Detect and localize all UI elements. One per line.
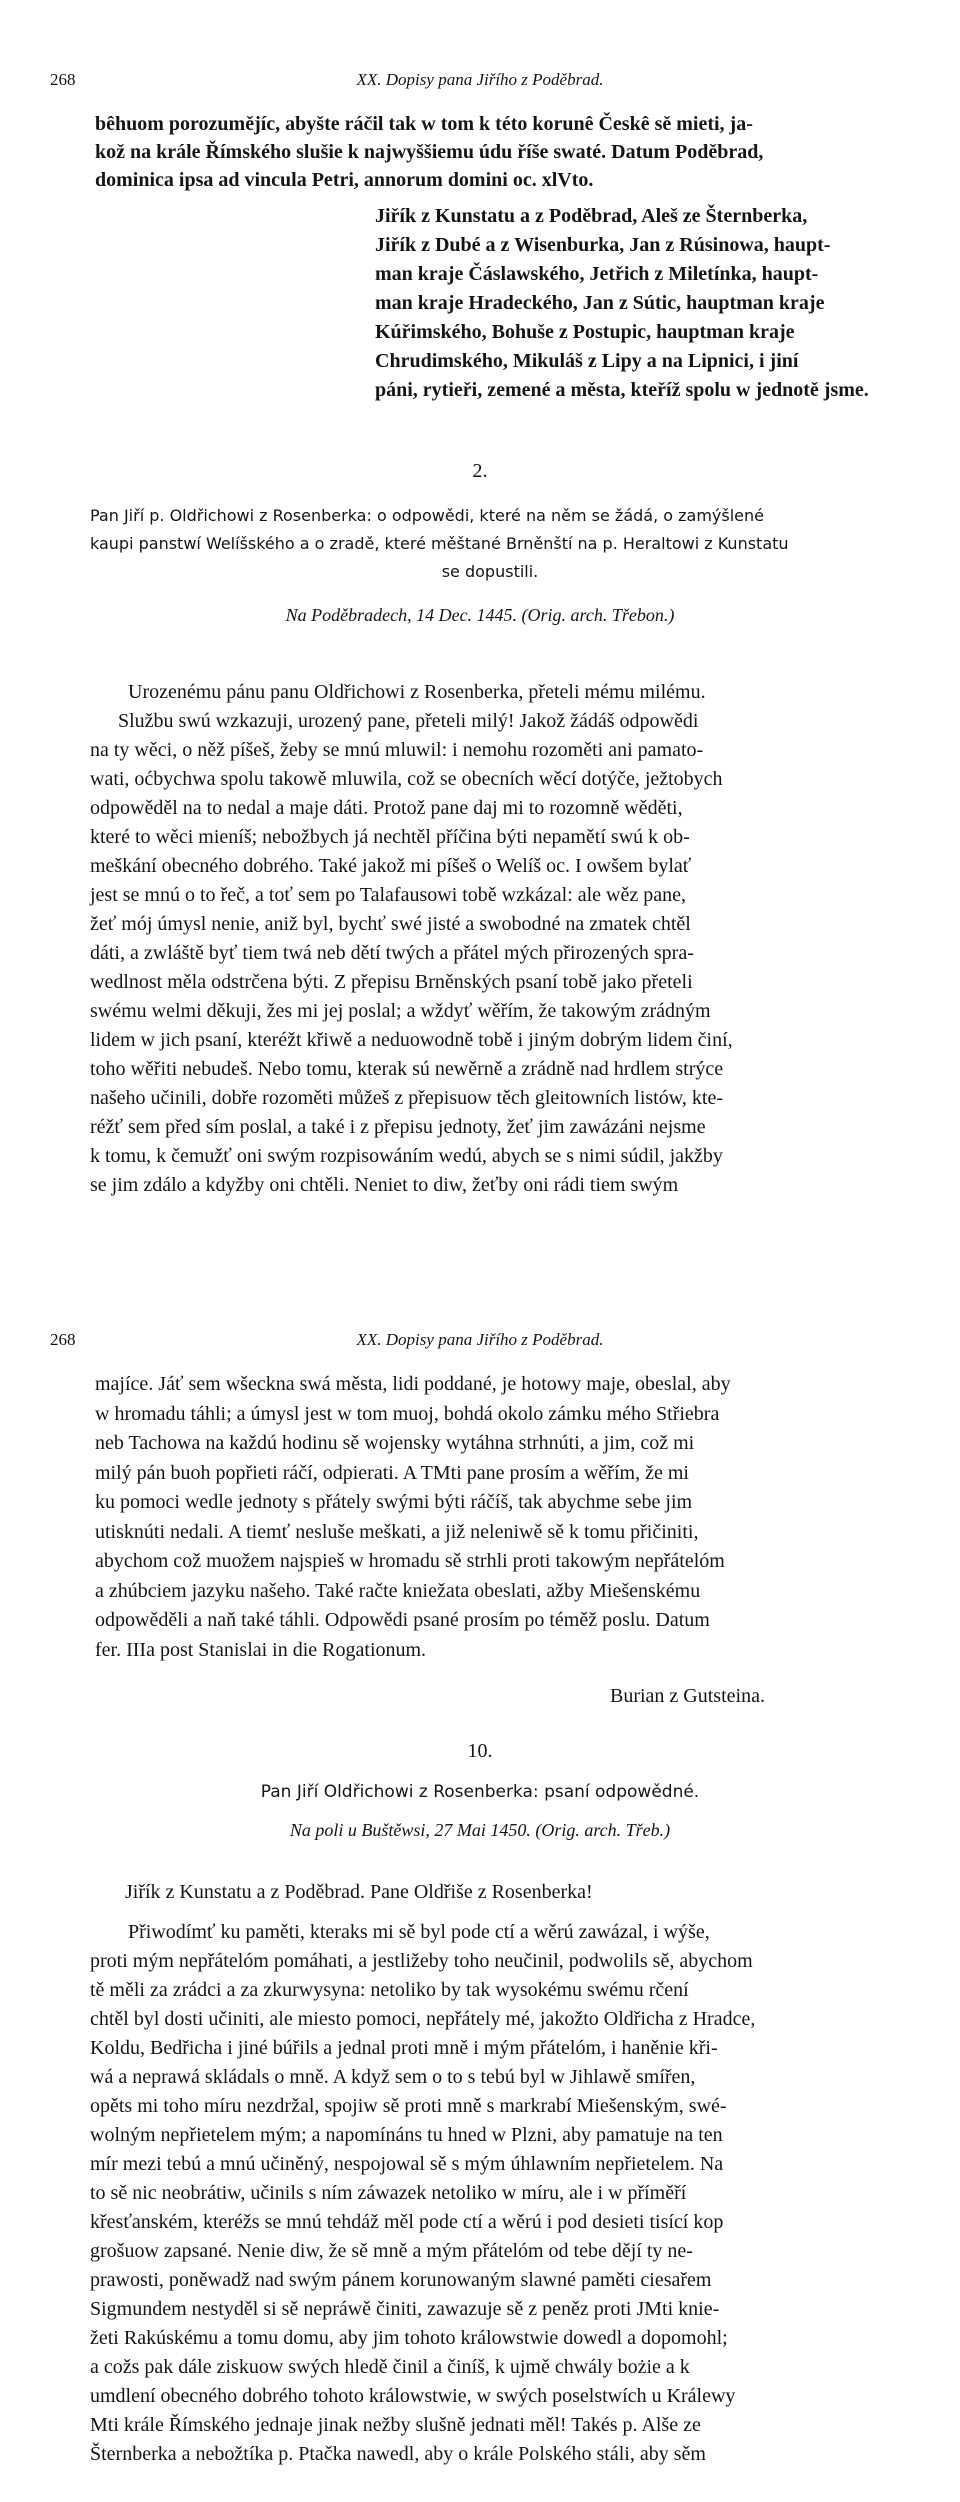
running-head — [0, 62, 960, 102]
text-line: Přiwodímť ku paměti, kteraks mi sě byl pode ctí a wěrú zawázal, i wýše, — [128, 1921, 710, 1943]
page-two — [0, 1300, 960, 2502]
text-line: žeti Rakúskému a tomu domu, aby jim tohoto králowstwie dowedl a dopomohl; — [90, 2327, 728, 2349]
text-line: Chrudimského, Mikuláš z Lipy a na Lipnici, i jiní — [375, 350, 799, 372]
text-line: mír mezi tebú a mnú učiněný, nespojowal sě s mým úhlawním nepřietelem. Na — [90, 2153, 724, 2175]
text-line: Kúřimského, Bohuše z Postupic, hauptman kraje — [375, 321, 795, 343]
closing-paragraph — [95, 110, 903, 194]
letter-ending — [95, 1370, 903, 1665]
text-line: milý pán buoh popřieti ráčí, odpierati. A TMti pane prosím a wěřím, že mi — [95, 1461, 689, 1484]
text-line: abychom což muožem najspieš w hromadu sě strhli proti takowým nepřátelóm — [95, 1550, 725, 1572]
text-line: bêhuom porozumějíc, abyšte ráčil tak w tom k této korunê Českê sě mieti, ja- — [95, 113, 753, 135]
text-line: Pan Jiří p. Oldřichowi z Rosenberka: o odpowědi, které na něm se žádá, o zamýšlené — [90, 506, 764, 525]
text-line: Šternberka a nebožtíka p. Ptačka nawedl, aby o krále Polského stáli, aby sěm — [90, 2443, 706, 2465]
text-line: kož na krále Římského slušie k najwyššiemu údu říše swaté. Datum Poděbrad, — [95, 141, 764, 163]
text-line: w hromadu táhli; a úmysl jest w tom muoj, bohdá okolo zámku mého Střiebra — [95, 1402, 720, 1425]
text-line: wati, oćbychwa spolu takowě mluwila, což se obecních wěcí dotýče, ježtobych — [90, 768, 723, 790]
text-line: páni, rytieři, zemené a města, kteříž spolu w jednotě jsme. — [375, 379, 869, 401]
text-line: které to wěci mieníš; nebožbych já nechtěl příčina býti nepamětí swú k ob- — [90, 826, 690, 848]
text-line: Mti krále Římského jednaje jinak nežby slušně jednati měl! Takés p. Alše ze — [90, 2414, 701, 2436]
text-line: man kraje Čáslawského, Jetřich z Miletínka, haupt- — [375, 263, 819, 285]
signature: Burian z Gutsteina. — [610, 1685, 765, 1707]
text-line: odpowěděl na to nedal a maje dáti. Protož pane daj mi to rozomně wěděti, — [90, 797, 683, 819]
text-line: se dopustili. — [441, 562, 539, 581]
letter-summary: Pan Jiří Oldřichowi z Rosenberka: psaní odpowědné. — [260, 1782, 700, 1802]
text-line: to sě nic neobrátiw, učinils s ním záwazek netoliko w míru, ale i w příměří — [90, 2182, 687, 2204]
letter-number: 2. — [472, 460, 488, 482]
text-line: Urozenému pánu panu Oldřichowi z Rosenberka, přeteli mému milému. — [128, 681, 706, 703]
text-line: Sigmundem nestyděl si sě nepráwě činiti, zawazuje sě z peněz proti JMti knie- — [90, 2298, 720, 2320]
text-line: Koldu, Bedřicha i jiné búřils a jednal proti mně i mým přátelóm, i haněnie kři- — [90, 2037, 718, 2059]
text-line: žeť mój úmysl nenie, aniž byl, bychť swé jisté a swobodné na zmatek chtěl — [90, 913, 691, 935]
text-line: dáti, a zwláště byť tiem twá neb dětí twých a přátel mých přirozených spra- — [90, 942, 694, 964]
text-line: umdlení obecného dobrého tohoto králowstwie, w swých poselstwích u Králewy — [90, 2385, 736, 2407]
text-line: wolným nepřietelem mým; a napomínáns tu hned w Plzni, aby pamatuje na ten — [90, 2124, 723, 2146]
text-line: odpowěděli a naň také táhli. Odpowědi psané prosím po téměž poslu. Datum — [95, 1609, 710, 1631]
text-line: a cožs pak dále ziskuow swých hledě činil a činíš, k ujmě chwály bożie a k — [90, 2356, 690, 2378]
running-head — [0, 1322, 960, 1362]
page-number: 268 — [50, 70, 76, 89]
letter-number: 10. — [467, 1740, 493, 1762]
text-line: křesťanském, kteréžs se mnú tehdáž měl pode ctí a wěrú i pod desieti tisící kop — [90, 2211, 724, 2233]
letter-body — [90, 1918, 905, 2469]
text-line: meškání obecného dobrého. Také jakož mi píšeš o Welíš oc. I owšem bylať — [90, 855, 692, 877]
salutation: Jiřík z Kunstatu a z Poděbrad. Pane Oldřiše z Rosenberka! — [125, 1881, 593, 1903]
text-line: prawosti, poněwadž nad swým pánem korunowaným slawné paměti ciesařem — [90, 2269, 712, 2291]
text-line: proti mým nepřátelóm pomáhati, a jestližeby toho neučinil, podwolils sě, abychom — [90, 1950, 753, 1972]
dateline: Na poli u Buštěwsi, 27 Mai 1450. (Orig. arch. Třeb.) — [289, 1820, 671, 1840]
text-line: wá a neprawá skládals o mně. A když sem o to s tebú byl w Jihlawě smířen, — [90, 2066, 696, 2088]
text-line: Službu swú wzkazuji, urozený pane, přeteli milý! Jakož žádáš odpowědi — [118, 710, 699, 732]
text-line: majíce. Jáť sem wšeckna swá města, lidi poddané, je hotowy maje, obeslal, aby — [95, 1373, 731, 1395]
text-line: utisknúti nedali. A tiemť nesluše meškati, a již neleniwě sě k tomu přičiniti, — [95, 1520, 699, 1543]
text-line: réžť sem před sím poslal, a také i z přepisu jednoty, žeť jim zawázáni nejsme — [90, 1116, 706, 1138]
text-line: dominica ipsa ad vincula Petri, annorum domini oc. xlVto. — [95, 169, 594, 191]
text-line: grošuow zapsané. Nenie diw, že sě mně a mým přátelóm od tebe dějí ty ne- — [90, 2240, 693, 2262]
text-line: k tomu, k čemužť oni swým rozpisowáním wedú, abych se s nimi súdil, jakžby — [90, 1145, 723, 1167]
letter-body — [90, 678, 905, 1200]
text-line: jest se mnú o to řeč, a toť sem po Talafausowi tobě wzkázal: ale wěz pane, — [90, 884, 687, 906]
running-title: XX. Dopisy pana Jiřího z Poděbrad. — [356, 70, 604, 89]
text-line: swému welmi děkuji, žes mi jej poslal; a wždyť wěřím, že takowým zrádným — [90, 1000, 711, 1022]
text-line: na ty wěci, o něž píšeš, žeby se mnú mluwil: i nemohu rozoměti ani pamato- — [90, 739, 704, 761]
text-line: opěts mi toho míru nezdržal, spojiw sě proti mně s markrabí Miešenským, swé- — [90, 2095, 727, 2117]
text-line: lidem w jich psaní, kteréžt křiwě a neduowodně tobě i jiným dobrým lidem činí, — [90, 1029, 733, 1051]
text-line: toho wěřiti nebudeš. Nebo tomu, kterak sú newěrně a zrádně nad hrdlem strýce — [90, 1058, 724, 1080]
dateline: Na Poděbradech, 14 Dec. 1445. (Orig. arch. Třebon.) — [285, 605, 675, 625]
text-line: tě měli za zrádci a za zkurwysyna: netoliko by tak wysokému swému rčení — [90, 1979, 689, 2001]
text-line: a zhúbciem jazyku našeho. Také račte kniežata obeslati, ažby Miešenskému — [95, 1579, 701, 1602]
text-line: Jiřík z Kunstatu a z Poděbrad, Aleš ze Šternberka, — [375, 205, 808, 227]
text-line: fer. IIIa post Stanislai in die Rogationum. — [95, 1638, 427, 1661]
text-line: ku pomoci wedle jednoty s přátely swými býti ráčíš, tak abychme sebe jim — [95, 1491, 693, 1513]
running-title: XX. Dopisy pana Jiřího z Poděbrad. — [356, 1330, 604, 1349]
text-line: kaupi panstwí Welíšského a o zradě, které měštané Brněnští na p. Heraltowi z Kunstatu — [90, 534, 789, 553]
letter-summary — [90, 502, 890, 586]
text-line: wedlnost měla odstrčena býti. Z přepisu Brněnských psaní tobě jako přeteli — [90, 971, 693, 993]
text-line: našeho učinili, dobře rozoměti můžeš z přepisuow těch gleitowních listów, kte- — [90, 1087, 723, 1109]
text-line: se jim zdálo a kdyžby oni chtěli. Neniet to diw, žeťby oni rádi tiem swým — [90, 1174, 679, 1196]
text-line: neb Tachowa na každú hodinu sě wojensky wytáhna strhnúti, a jim, což mi — [95, 1432, 695, 1454]
page-number: 268 — [50, 1330, 76, 1349]
signatories — [375, 202, 903, 405]
text-line: man kraje Hradeckého, Jan z Sútic, hauptman kraje — [375, 292, 825, 314]
text-line: Jiřík z Dubé a z Wisenburka, Jan z Rúsinowa, haupt- — [375, 234, 831, 256]
text-line: chtěl byl dosti učiniti, ale miesto pomoci, nepřátely mé, jakožto Oldřicha z Hradce, — [90, 2008, 756, 2030]
